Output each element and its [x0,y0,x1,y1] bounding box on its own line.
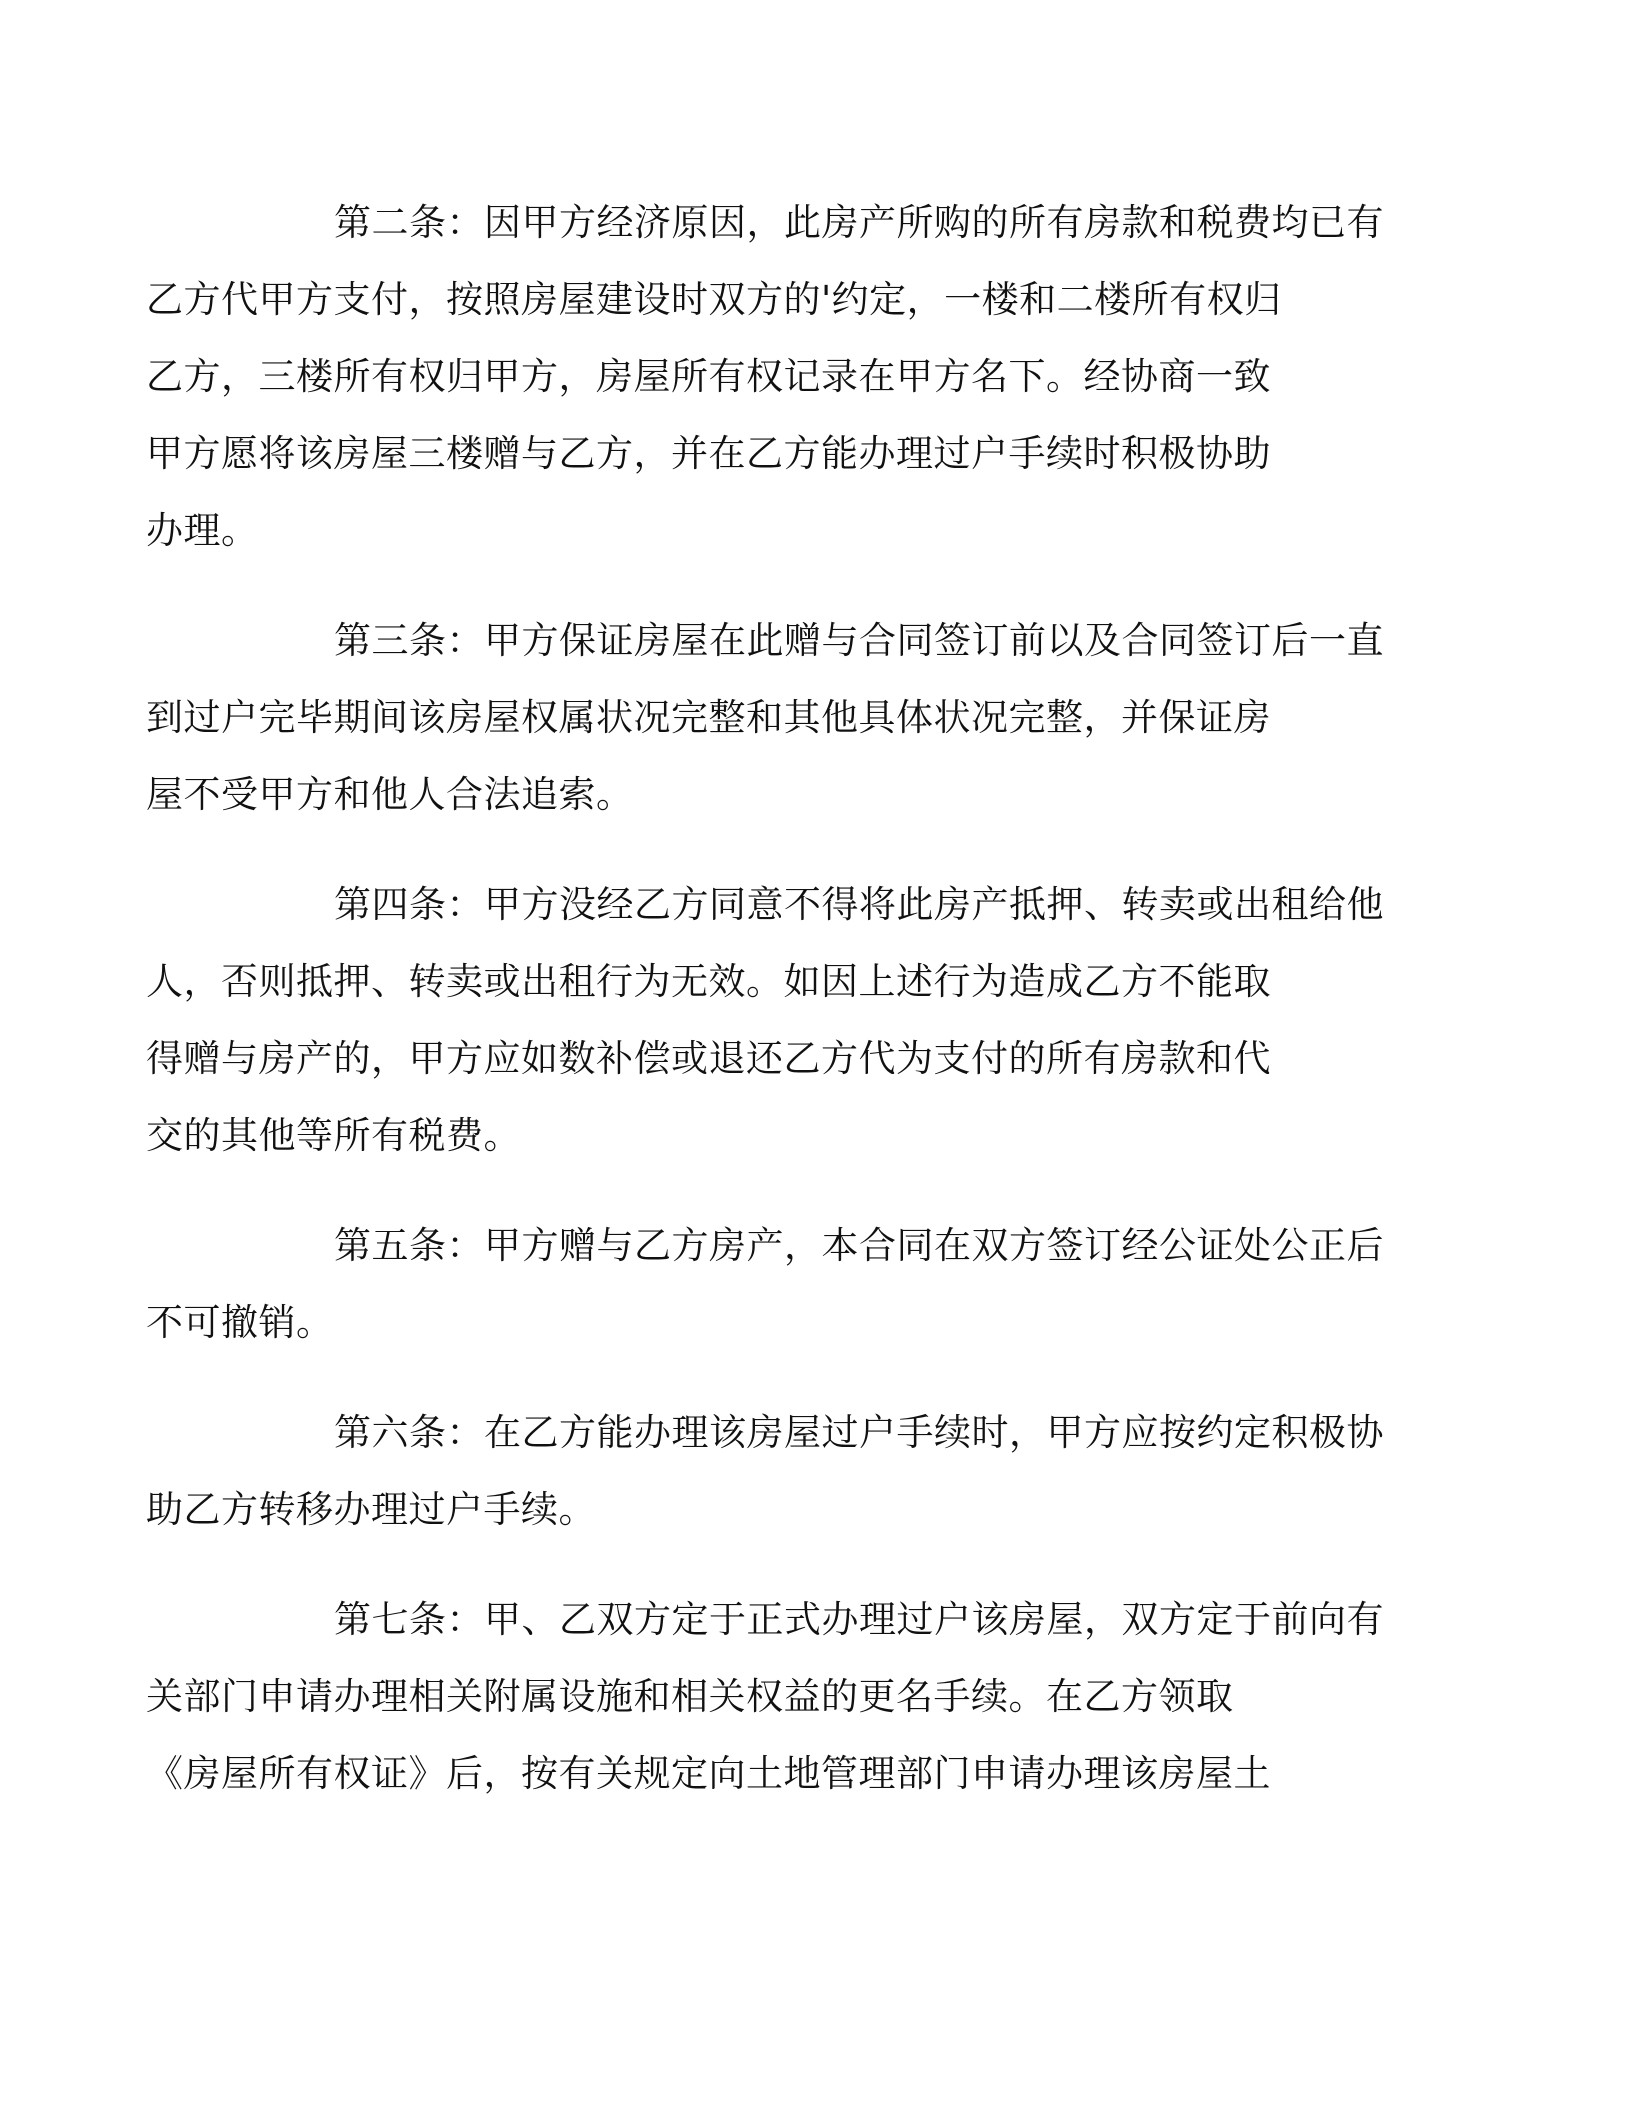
text-line: 第五条：甲方赠与乙方房产，本合同在双方签订经公证处公正后 [334,1224,1384,1267]
text-line: 交的其他等所有税费。 [146,1114,521,1157]
text-line: 《房屋所有权证》后，按有关规定向土地管理部门申请办理该房屋土 [146,1752,1271,1795]
text-line: 助乙方转移办理过户手续。 [146,1488,596,1531]
text-line: 得赠与房产的，甲方应如数补偿或退还乙方代为支付的所有房款和代 [146,1037,1271,1080]
text-line: 不可撤销。 [146,1301,334,1344]
text-line: 关部门申请办理相关附属设施和相关权益的更名手续。在乙方领取 [146,1675,1234,1718]
text-line: 办理。 [146,509,259,552]
text-line: 甲方愿将该房屋三楼赠与乙方，并在乙方能办理过户手续时积极协助 [146,432,1271,475]
text-line: 第二条：因甲方经济原因，此房产所购的所有房款和税费均已有 [334,201,1384,244]
text-line: 第三条：甲方保证房屋在此赠与合同签订前以及合同签订后一直 [334,619,1384,662]
text-line: 人，否则抵押、转卖或出租行为无效。如因上述行为造成乙方不能取 [146,960,1271,1003]
text-line: 屋不受甲方和他人合法追索。 [146,773,634,816]
article-4 [146,866,1384,1174]
article-6 [146,1394,1384,1548]
text-line: 乙方代甲方支付，按照房屋建设时双方的'约定，一楼和二楼所有权归 [146,278,1282,321]
contract-body [146,184,1384,1845]
text-line: 第四条：甲方没经乙方同意不得将此房产抵押、转卖或出租给他 [334,883,1384,926]
article-7 [146,1581,1384,1812]
text-line: 第七条：甲、乙双方定于正式办理过户该房屋，双方定于前向有 [334,1598,1384,1641]
text-line: 乙方，三楼所有权归甲方，房屋所有权记录在甲方名下。经协商一致 [146,355,1271,398]
article-2 [146,184,1384,569]
article-5 [146,1207,1384,1361]
text-line: 到过户完毕期间该房屋权属状况完整和其他具体状况完整，并保证房 [146,696,1271,739]
article-3 [146,602,1384,833]
text-line: 第六条：在乙方能办理该房屋过户手续时，甲方应按约定积极协 [334,1411,1384,1454]
